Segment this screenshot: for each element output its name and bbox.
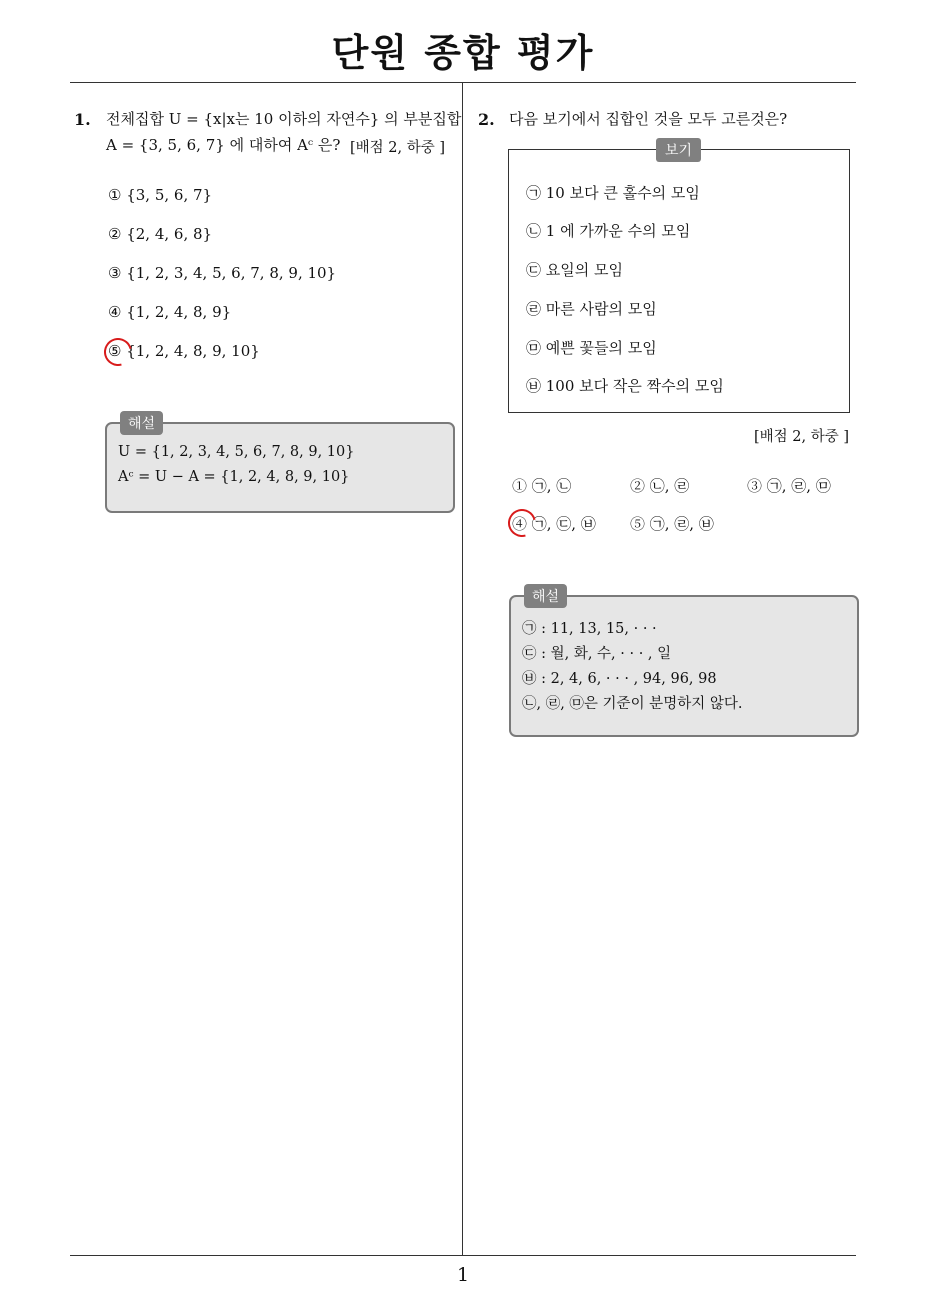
q1-points: [배점 2, 하중 ]	[350, 140, 446, 156]
column-divider	[462, 83, 463, 1255]
q1-solution-line-1: U = {1, 2, 3, 4, 5, 6, 7, 8, 9, 10}	[118, 444, 355, 460]
bogi-item-2: ㉡ 1 에 가까운 수의 모임	[526, 222, 691, 240]
q2-text: 다음 보기에서 집합인 것을 모두 고른것은?	[509, 110, 788, 128]
q2-choice-2[interactable]: ② ㉡, ㉣	[630, 477, 690, 495]
bottom-divider	[70, 1255, 856, 1256]
q2-choice-5[interactable]: ⑤ ㉠, ㉣, ㉥	[630, 515, 714, 533]
q2-answer-mark	[503, 504, 541, 542]
q2-choice-3[interactable]: ③ ㉠, ㉣, ㉤	[747, 477, 831, 495]
page-number: 1	[456, 1264, 470, 1286]
q1-line2: A = {3, 5, 6, 7} 에 대하여 Aᶜ 은?	[106, 136, 341, 154]
q1-number: 1.	[74, 110, 91, 129]
q1-choice-3[interactable]: ③ {1, 2, 3, 4, 5, 6, 7, 8, 9, 10}	[108, 264, 337, 282]
q2-points: [배점 2, 하중 ]	[754, 429, 850, 445]
q2-solution-line-2: ㉢ : 월, 화, 수, · · · , 일	[522, 646, 672, 662]
q1-solution-box	[105, 422, 455, 513]
q2-solution-label: 해설	[524, 584, 567, 608]
q2-solution-line-1: ㉠ : 11, 13, 15, · · ·	[522, 621, 657, 637]
q1-choice-5[interactable]: ⑤ {1, 2, 4, 8, 9, 10}	[108, 342, 260, 360]
top-divider	[70, 82, 856, 83]
q1-choice-2[interactable]: ② {2, 4, 6, 8}	[108, 225, 213, 243]
page-title: 단원 종합 평가	[331, 31, 595, 75]
bogi-label: 보기	[656, 138, 701, 162]
q1-line1: 전체집합 U = {x|x는 10 이하의 자연수} 의 부분집합	[106, 110, 462, 128]
q1-solution-label: 해설	[120, 411, 163, 435]
bogi-item-3: ㉢ 요일의 모임	[526, 261, 623, 279]
q2-choice-1[interactable]: ① ㉠, ㉡	[512, 477, 572, 495]
bogi-item-4: ㉣ 마른 사람의 모임	[526, 300, 657, 318]
q2-choice-4[interactable]: ④ ㉠, ㉢, ㉥	[512, 515, 596, 533]
bogi-item-5: ㉤ 예쁜 꽃들의 모임	[526, 339, 657, 357]
q1-choice-1[interactable]: ① {3, 5, 6, 7}	[108, 186, 213, 204]
q2-solution-line-3: ㉥ : 2, 4, 6, · · · , 94, 96, 98	[522, 671, 717, 687]
q2-number: 2.	[478, 110, 495, 129]
q1-choice-4[interactable]: ④ {1, 2, 4, 8, 9}	[108, 303, 232, 321]
q1-solution-line-2: Aᶜ = U − A = {1, 2, 4, 8, 9, 10}	[118, 469, 350, 485]
q1-answer-mark	[99, 333, 137, 371]
bogi-item-6: ㉥ 100 보다 작은 짝수의 모임	[526, 377, 724, 395]
bogi-item-1: ㉠ 10 보다 큰 홀수의 모임	[526, 184, 700, 202]
q2-solution-line-4: ㉡, ㉣, ㉤은 기준이 분명하지 않다.	[522, 696, 743, 712]
